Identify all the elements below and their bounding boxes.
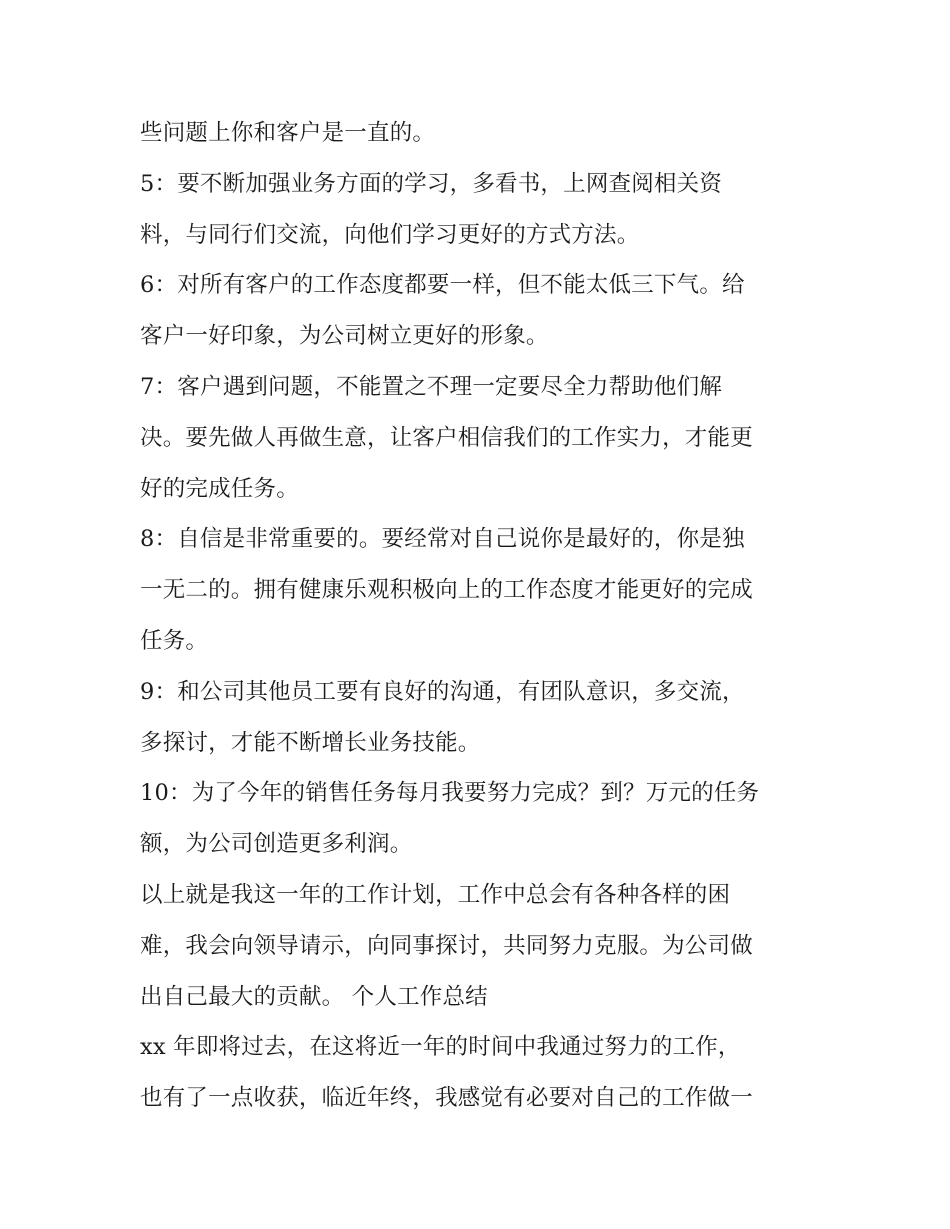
- text-line: 客户一好印象，为公司树立更好的形象。: [140, 323, 549, 350]
- text-line: 多探讨，才能不断增长业务技能。: [140, 729, 481, 756]
- body-text: [140, 108, 830, 1124]
- text-line: 一无二的。拥有健康乐观积极向上的工作态度才能更好的完成: [140, 577, 753, 604]
- text-line: 5：要不断加强业务方面的学习，多看书，上网查阅相关资: [140, 170, 723, 197]
- text-line: xx 年即将过去，在这将近一年的时间中我通过努力的工作，: [140, 1034, 741, 1061]
- text-line: 料，与同行们交流，向他们学习更好的方式方法。: [140, 221, 640, 248]
- text-line: 6：对所有客户的工作态度都要一样，但不能太低三下气。给: [140, 272, 745, 299]
- text-line: 难，我会向领导请示，向同事探讨，共同努力克服。为公司做: [140, 932, 753, 959]
- text-line: 任务。: [140, 627, 209, 654]
- text-line: 额，为公司创造更多利润。: [140, 831, 413, 858]
- text-line: 些问题上你和客户是一直的。: [140, 120, 436, 146]
- text-line: 10：为了今年的销售任务每月我要努力完成？到？万元的任务: [140, 780, 760, 807]
- text-line: 以上就是我这一年的工作计划，工作中总会有各种各样的困: [140, 881, 731, 908]
- text-line: 出自己最大的贡献。 个人工作总结: [140, 983, 488, 1010]
- text-line: 8：自信是非常重要的。要经常对自己说你是最好的，你是独: [140, 526, 745, 553]
- text-line: 7：客户遇到问题，不能置之不理一定要尽全力帮助他们解: [140, 373, 723, 400]
- text-line: 也有了一点收获，临近年终，我感觉有必要对自己的工作做一: [140, 1085, 753, 1112]
- text-line: 决。要先做人再做生意，让客户相信我们的工作实力，才能更: [140, 424, 753, 451]
- text-line: 好的完成任务。: [140, 475, 299, 502]
- text-line: 9：和公司其他员工要有良好的沟通，有团队意识，多交流，: [140, 678, 745, 705]
